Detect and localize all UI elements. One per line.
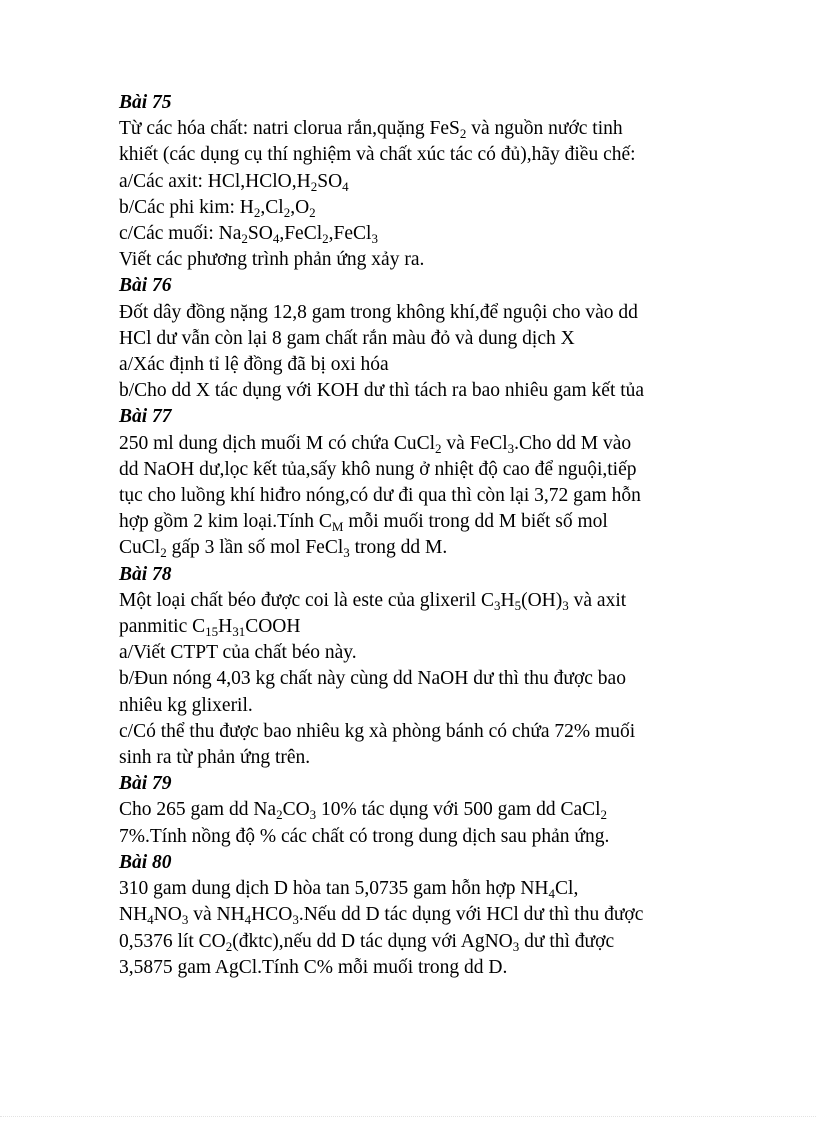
- problem-text-line: [119, 693, 719, 719]
- subscript: 3: [371, 231, 378, 247]
- problem-text-line: [119, 221, 719, 247]
- text-segment: và axit: [568, 589, 627, 611]
- subscript: 4: [244, 912, 252, 928]
- text-segment: CuCl: [119, 537, 161, 559]
- text-segment: HCO: [251, 904, 293, 926]
- problem-block: [119, 273, 719, 404]
- text-segment: dd NaOH dư,lọc kết tủa,sấy khô nung ở nhiệt độ cao để nguội,tiếp: [119, 458, 637, 480]
- problem-text-line: [119, 824, 719, 850]
- text-segment: panmitic C: [119, 616, 206, 638]
- subscript: 3: [512, 938, 520, 954]
- text-segment: CO: [282, 799, 310, 821]
- text-segment: (OH): [521, 589, 563, 611]
- subscript: 3: [181, 912, 189, 928]
- subscript: 2: [225, 938, 233, 954]
- problem-text-line: [119, 876, 719, 902]
- text-segment: 3,5875 gam AgCl.Tính C% mỗi muối trong dd D.: [119, 956, 508, 978]
- text-segment: mỗi muối trong dd M biết số mol: [343, 511, 608, 533]
- problem-text-line: [119, 745, 719, 771]
- text-segment: ,Cl: [260, 196, 284, 218]
- problem-text-line: [119, 326, 719, 352]
- subscript: 2: [160, 545, 167, 561]
- problem-text-line: [119, 195, 719, 221]
- text-segment: khiết (các dụng cụ thí nghiệm và chất xúc tác có đủ),hãy điều chế:: [119, 144, 636, 166]
- text-segment: dư thì được: [519, 930, 615, 952]
- text-segment: trong dd M.: [349, 537, 448, 559]
- problem-text-line: [119, 116, 719, 142]
- subscript: 2: [310, 178, 318, 194]
- text-segment: NH: [119, 904, 148, 926]
- subscript: 4: [342, 178, 349, 194]
- problem-text-line: [119, 142, 719, 168]
- problem-text-line: [119, 640, 719, 666]
- subscript: 2: [600, 807, 608, 823]
- text-segment: H: [500, 589, 515, 611]
- problem-block: [119, 404, 719, 561]
- text-segment: c/Có thể thu được bao nhiêu kg xà phòng bánh có chứa 72% muối: [119, 720, 636, 742]
- subscript: 31: [232, 624, 246, 640]
- text-segment: H: [218, 616, 233, 638]
- text-segment: a/Xác định tỉ lệ đồng đã bị oxi hóa: [119, 354, 389, 376]
- problem-title: Bài 78: [119, 563, 172, 585]
- problem-title: Bài 76: [119, 275, 172, 297]
- subscript: 4: [272, 231, 280, 247]
- problem-title: Bài 80: [119, 851, 172, 873]
- subscript: 2: [309, 204, 316, 220]
- subscript: 2: [322, 231, 329, 247]
- subscript: M: [331, 519, 344, 535]
- subscript: 3: [494, 597, 501, 613]
- subscript: 15: [205, 624, 219, 640]
- problem-block: [119, 850, 719, 981]
- text-segment: và NH: [188, 904, 245, 926]
- subscript: 5: [514, 597, 522, 613]
- text-segment: b/Đun nóng 4,03 kg chất này cùng dd NaOH dư thì thu được bao: [119, 668, 626, 690]
- problem-text-line: [119, 378, 719, 404]
- problem-text-line: [119, 902, 719, 928]
- text-segment: a/Viết CTPT của chất béo này.: [119, 642, 357, 664]
- problem-text-line: [119, 509, 719, 535]
- text-segment: Đốt dây đồng nặng 12,8 gam trong không khí,để nguội cho vào dd: [119, 301, 638, 323]
- text-segment: .Nếu dd D tác dụng với HCl dư thì thu được: [298, 904, 644, 926]
- text-segment: HCl dư vẫn còn lại 8 gam chất rắn màu đỏ và dung dịch X: [119, 327, 575, 349]
- subscript: 3: [343, 545, 350, 561]
- text-segment: Viết các phương trình phản ứng xảy ra.: [119, 249, 425, 271]
- problem-text-line: [119, 169, 719, 195]
- document-body: [119, 90, 719, 981]
- problem-title: Bài 79: [119, 773, 172, 795]
- subscript: 2: [253, 204, 261, 220]
- text-segment: và FeCl: [441, 432, 508, 454]
- text-segment: tục cho luồng khí hiđro nóng,có dư đi qua thì còn lại 3,72 gam hỗn: [119, 485, 641, 507]
- text-segment: .Cho dd M vào: [514, 432, 632, 454]
- subscript: 2: [283, 204, 291, 220]
- text-segment: 250 ml dung dịch muối M có chứa CuCl: [119, 432, 436, 454]
- problem-text-line: [119, 588, 719, 614]
- subscript: 2: [241, 231, 248, 247]
- text-segment: b/Các phi kim: H: [119, 196, 254, 218]
- text-segment: 0,5376 lít CO: [119, 930, 226, 952]
- subscript: 2: [276, 807, 283, 823]
- text-segment: Một loại chất béo được coi là este của glixeril C: [119, 589, 495, 611]
- text-segment: SO: [317, 170, 343, 192]
- text-segment: nhiêu kg glixeril.: [119, 694, 253, 716]
- text-segment: Cl,: [555, 878, 579, 900]
- problem-text-line: [119, 614, 719, 640]
- problem-block: [119, 90, 719, 273]
- subscript: 2: [435, 440, 442, 456]
- text-segment: ,O: [290, 196, 310, 218]
- text-segment: sinh ra từ phản ứng trên.: [119, 747, 311, 769]
- text-segment: COOH: [245, 616, 301, 638]
- problem-text-line: [119, 247, 719, 273]
- subscript: 4: [147, 912, 154, 928]
- problem-title: Bài 77: [119, 406, 172, 428]
- text-segment: (đktc),nếu dd D tác dụng với AgNO: [232, 930, 513, 952]
- text-segment: a/Các axit: HCl,HClO,H: [119, 170, 311, 192]
- text-segment: NO: [153, 904, 182, 926]
- text-segment: 7%.Tính nồng độ % các chất có trong dung dịch sau phản ứng.: [119, 825, 610, 847]
- text-segment: và nguồn nước tinh: [466, 118, 623, 140]
- text-segment: Từ các hóa chất: natri clorua rắn,quặng FeS: [119, 118, 460, 140]
- text-segment: b/Cho dd X tác dụng với KOH dư thì tách ra bao nhiêu gam kết tủa: [119, 380, 645, 402]
- text-segment: ,FeCl: [279, 223, 323, 245]
- text-segment: 310 gam dung dịch D hòa tan 5,0735 gam hỗn hợp NH: [119, 878, 549, 900]
- problem-text-line: [119, 483, 719, 509]
- text-segment: SO: [247, 223, 273, 245]
- subscript: 4: [548, 886, 556, 902]
- problem-text-line: [119, 431, 719, 457]
- problem-text-line: [119, 300, 719, 326]
- text-segment: c/Các muối: Na: [119, 223, 242, 245]
- text-segment: 10% tác dụng với 500 gam dd CaCl: [316, 799, 601, 821]
- problem-title: Bài 75: [119, 92, 172, 113]
- text-segment: gấp 3 lần số mol FeCl: [166, 537, 344, 559]
- page-bottom-divider: [0, 1116, 816, 1117]
- problem-text-line: [119, 535, 719, 561]
- problem-block: [119, 562, 719, 772]
- problem-text-line: [119, 719, 719, 745]
- problem-text-line: [119, 666, 719, 692]
- text-segment: Cho 265 gam dd Na: [119, 799, 277, 821]
- problem-text-line: [119, 352, 719, 378]
- subscript: 3: [562, 597, 569, 613]
- subscript: 3: [292, 912, 299, 928]
- problem-block: [119, 771, 719, 850]
- subscript: 3: [507, 440, 515, 456]
- text-segment: hợp gồm 2 kim loại.Tính C: [119, 511, 332, 533]
- problem-text-line: [119, 929, 719, 955]
- text-segment: ,FeCl: [328, 223, 372, 245]
- problem-text-line: [119, 457, 719, 483]
- problem-text-line: [119, 797, 719, 823]
- problem-text-line: [119, 955, 719, 981]
- subscript: 3: [309, 807, 317, 823]
- subscript: 2: [459, 126, 467, 142]
